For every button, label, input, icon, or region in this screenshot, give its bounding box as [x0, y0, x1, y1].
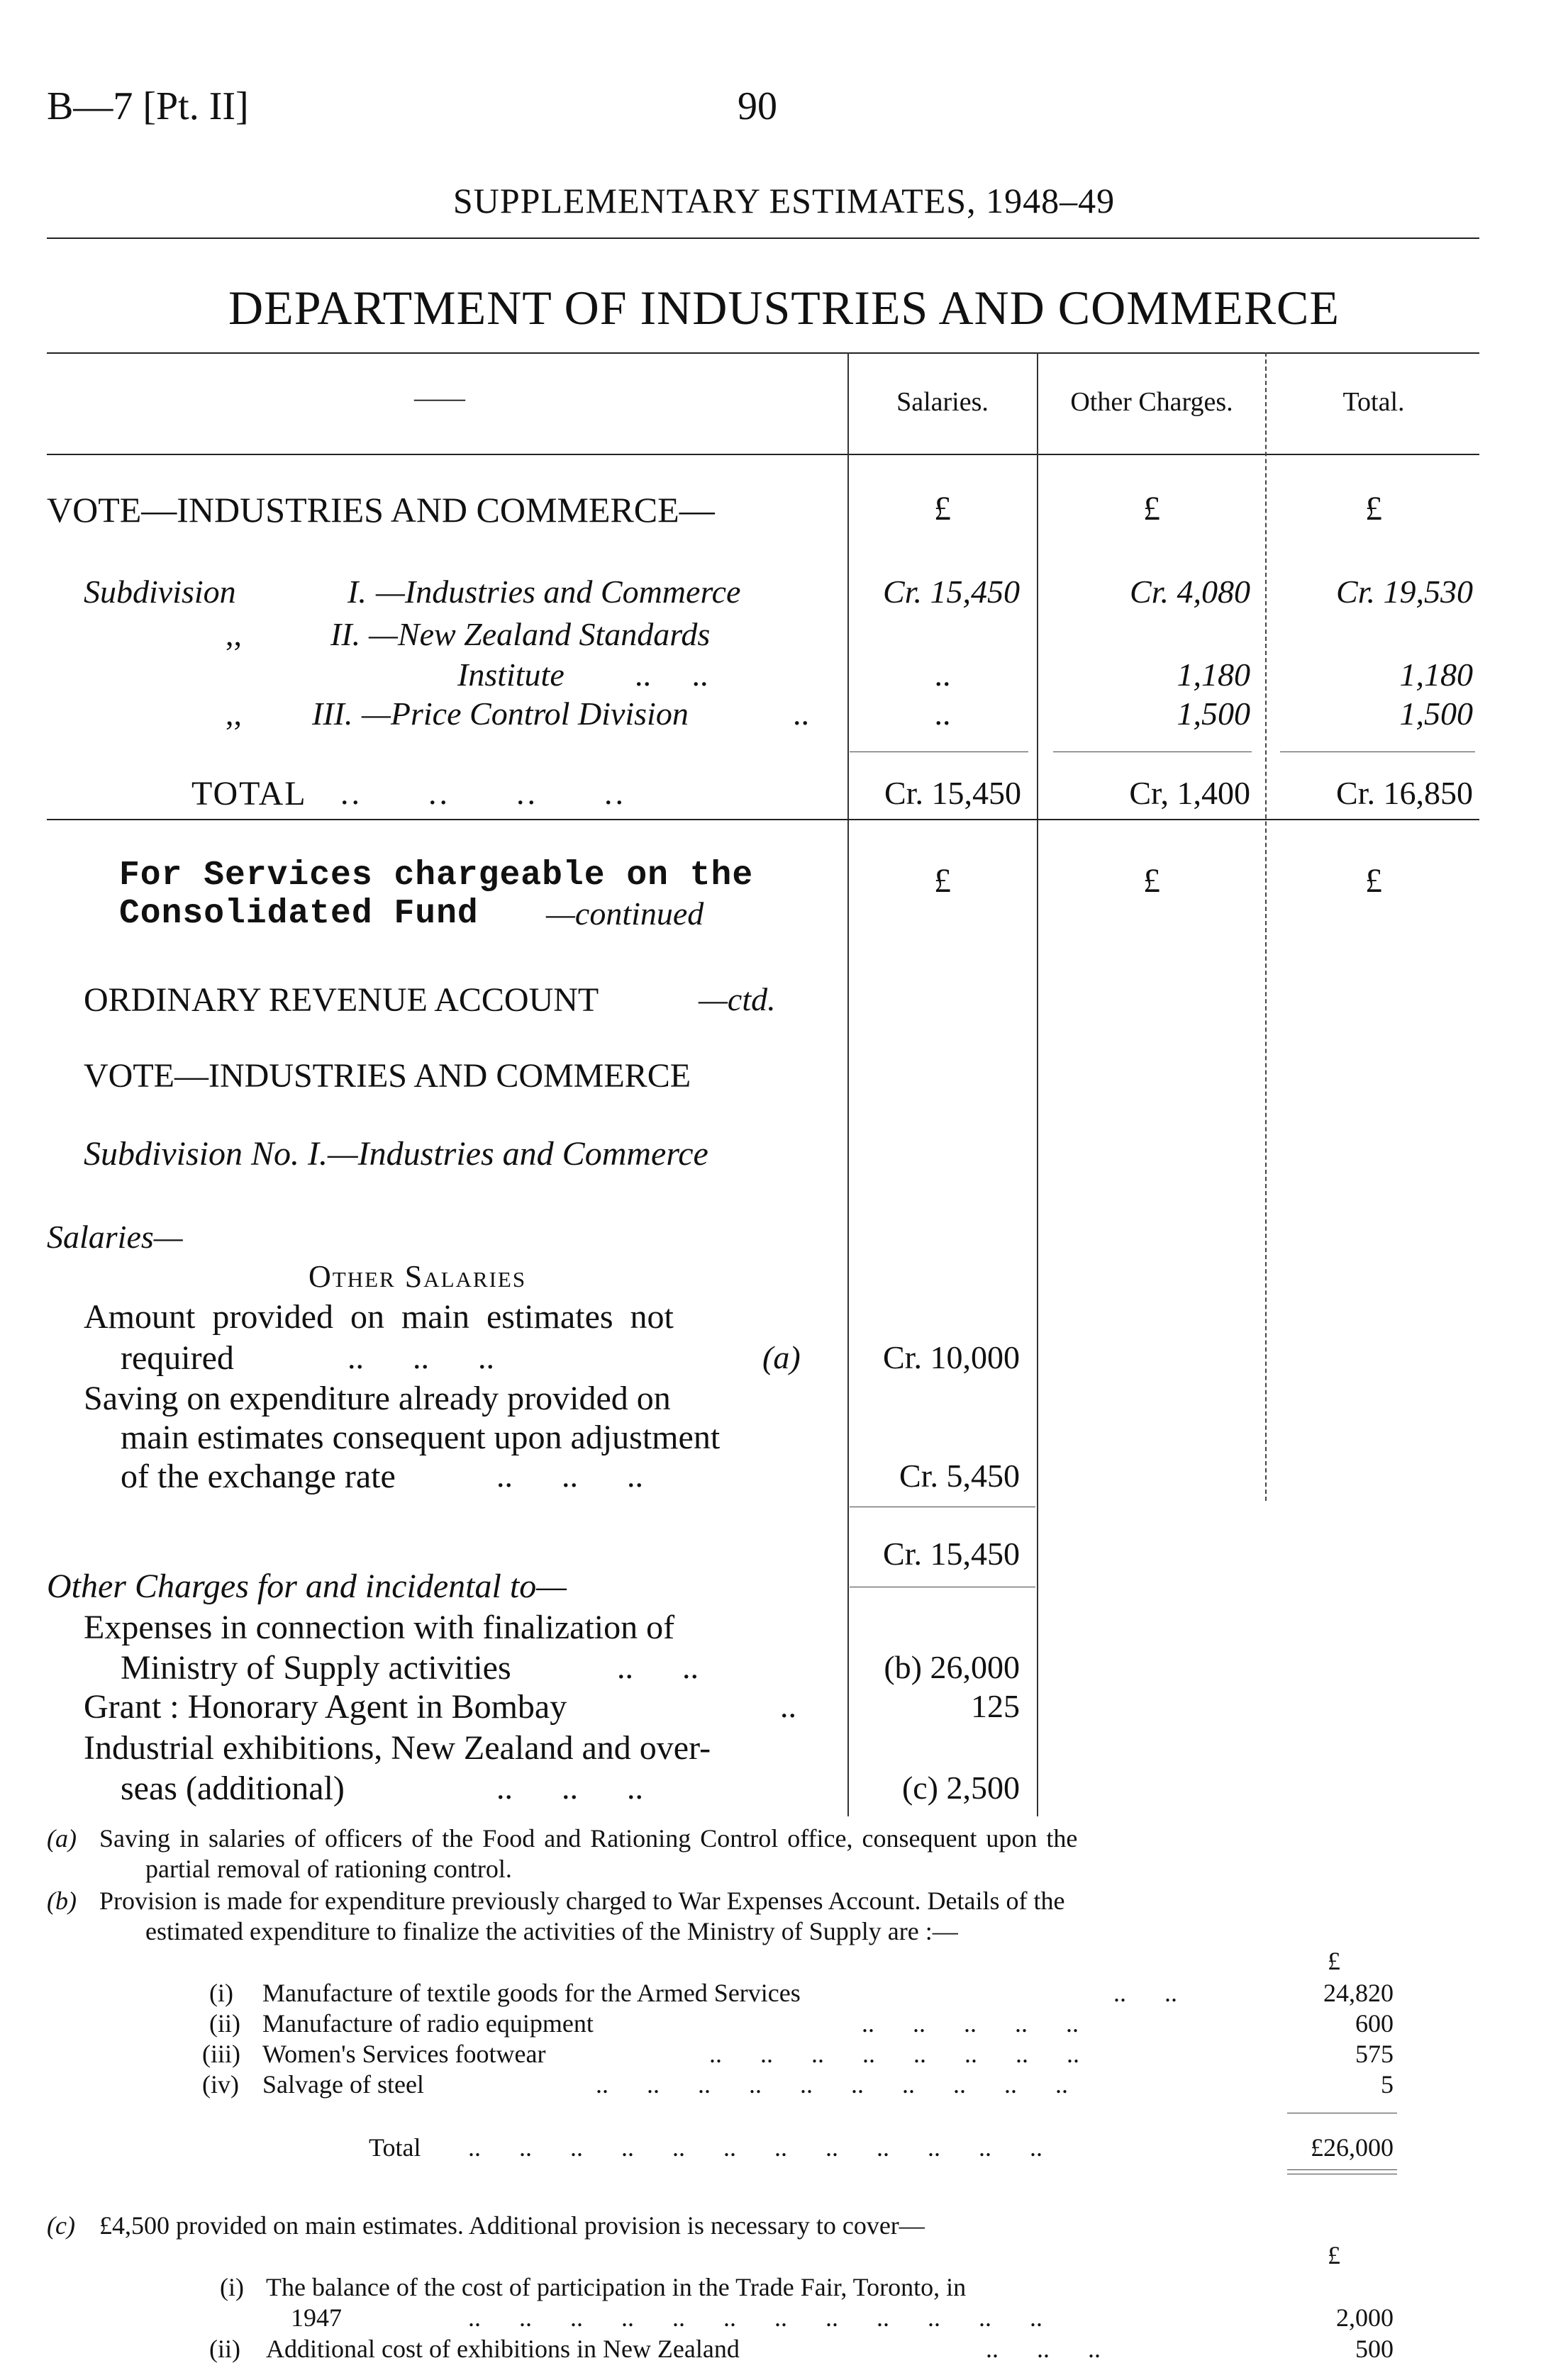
- row-other: 1,500: [1177, 695, 1250, 732]
- leader-dots: .. ..: [617, 1649, 699, 1685]
- total-column-rule: [1265, 352, 1267, 1501]
- vote-heading-2: VOTE—INDUSTRIES AND COMMERCE: [84, 1057, 691, 1095]
- leader-dots: .. .. .. .. .. .. .. .. .. .. .. ..: [468, 2133, 1042, 2162]
- column-head-total: Total.: [1342, 387, 1405, 417]
- row-roman: II.: [330, 616, 361, 652]
- detail-item-number: (i): [209, 1979, 233, 2007]
- footnote-c-currency: £: [1328, 2241, 1340, 2269]
- row-lead: Subdivision: [84, 574, 236, 610]
- other-charge-amount: (c) 2,500: [901, 1770, 1020, 1806]
- detail-item-number: (i): [220, 2273, 244, 2301]
- ordinary-revenue-ctd: —ctd.: [699, 981, 776, 1017]
- footnote-mark-a: (a): [47, 1824, 77, 1853]
- stub-head-dash: ——: [414, 384, 465, 412]
- other-salaries-heading: Other Salaries: [308, 1259, 527, 1294]
- row-label: —Price Control Division: [362, 695, 689, 732]
- footnote-ref-a: (a): [762, 1339, 801, 1375]
- row-salaries: ..: [934, 657, 951, 693]
- detail-item-amount: 500: [1355, 2335, 1394, 2363]
- total-label: TOTAL: [191, 775, 307, 812]
- leader-dots: .. .. .. .. ..: [862, 2009, 1079, 2038]
- salaries-column-rule: [847, 352, 849, 1816]
- row-label-continued: Institute: [457, 657, 565, 693]
- item-text-line: required: [121, 1339, 234, 1377]
- row-salaries: Cr. 15,450: [883, 574, 1020, 610]
- detail-total-label: Total: [369, 2133, 421, 2162]
- detail-item-label: The balance of the cost of participation in the Trade Fair, Toronto, in: [266, 2273, 967, 2301]
- footnote-c-text: £4,500 provided on main estimates. Additional provision is necessary to cover—: [99, 2211, 925, 2240]
- table-top-rule: [47, 352, 1479, 354]
- double-rule: [1287, 2169, 1397, 2170]
- leader-dots: .. .. .. ..: [340, 775, 626, 811]
- row-lead: ,,: [226, 695, 242, 732]
- detail-total-amount: £26,000: [1311, 2133, 1394, 2162]
- title-rule: [47, 238, 1479, 239]
- row-label: —Industries and Commerce: [376, 574, 741, 610]
- page-number: 90: [738, 84, 777, 128]
- detail-item-label: Additional cost of exhibitions in New Zealand: [266, 2335, 740, 2363]
- services-heading-line2: Consolidated Fund: [119, 895, 479, 933]
- ordinary-revenue-heading: ORDINARY REVENUE ACCOUNT: [84, 981, 599, 1019]
- page-reference: B—7 [Pt. II]: [47, 84, 249, 128]
- total-total: Cr. 16,850: [1336, 775, 1473, 811]
- row-other: Cr. 4,080: [1130, 574, 1250, 610]
- detail-item-amount: 24,820: [1323, 1979, 1394, 2007]
- detail-item-number: (iii): [202, 2040, 240, 2068]
- footnote-mark-c: (c): [47, 2211, 75, 2240]
- detail-item-amount: 575: [1355, 2040, 1394, 2068]
- department-heading: DEPARTMENT OF INDUSTRIES AND COMMERCE: [228, 281, 1340, 335]
- row-roman: I.: [347, 574, 367, 610]
- currency-salaries: £: [934, 490, 951, 527]
- detail-item-amount: 600: [1355, 2009, 1394, 2038]
- services-heading-continued: —continued: [546, 895, 704, 932]
- item-text-line: Ministry of Supply activities: [121, 1649, 511, 1687]
- item-text-line: main estimates consequent upon adjustment: [121, 1419, 721, 1456]
- item-text-line: Industrial exhibitions, New Zealand and over-: [84, 1729, 711, 1767]
- salary-amount: Cr. 5,450: [899, 1458, 1020, 1494]
- salary-amount: Cr. 10,000: [883, 1339, 1020, 1375]
- item-text-line: Grant : Honorary Agent in Bombay: [84, 1688, 567, 1726]
- detail-item-label: Women's Services footwear: [262, 2040, 546, 2068]
- currency-other: £: [1143, 490, 1160, 527]
- leader-dots: .. ..: [1113, 1979, 1177, 2007]
- footnote-b-line1: Provision is made for expenditure previously charged to War Expenses Account. Details of the: [99, 1887, 1065, 1915]
- row-total: Cr. 19,530: [1336, 574, 1473, 610]
- detail-item-number: (ii): [209, 2335, 240, 2363]
- currency-total: £: [1365, 490, 1382, 527]
- currency-salaries: £: [934, 862, 951, 900]
- detail-item-label: Manufacture of textile goods for the Armed Services: [262, 1979, 801, 2007]
- detail-item-number: (iv): [202, 2070, 239, 2099]
- item-text-line: Saving on expenditure already provided on: [84, 1380, 671, 1417]
- item-text-line: Expenses in connection with finalization of: [84, 1609, 675, 1646]
- total-salaries: Cr. 15,450: [884, 775, 1021, 811]
- leader-dots: .. .. .. .. .. .. .. .. .. ..: [596, 2070, 1068, 2099]
- detail-item-label: Manufacture of radio equipment: [262, 2009, 594, 2038]
- footnote-b-currency: £: [1328, 1947, 1340, 1975]
- leader-dots: ..: [780, 1688, 796, 1724]
- detail-item-number: (ii): [209, 2009, 240, 2038]
- vote-heading: VOTE—INDUSTRIES AND COMMERCE—: [47, 490, 715, 530]
- footnote-mark-b: (b): [47, 1887, 77, 1915]
- other-charge-amount: (b) 26,000: [884, 1649, 1020, 1685]
- leader-dots: ..: [793, 695, 809, 732]
- total-other: Cr, 1,400: [1129, 775, 1250, 811]
- leader-dots: .. .. ..: [496, 1458, 643, 1494]
- table-bottom-rule: [47, 819, 1479, 820]
- item-text-line: of the exchange rate: [121, 1458, 396, 1495]
- item-text-line: seas (additional): [121, 1770, 345, 1807]
- column-head-salaries: Salaries.: [896, 387, 989, 417]
- leader-dots: .. .. .. .. .. .. .. .. .. .. .. ..: [468, 2303, 1042, 2332]
- leader-dots: .. .. ..: [496, 1770, 643, 1806]
- leader-dots: .. .. .. .. .. .. .. ..: [709, 2040, 1079, 2068]
- leader-dots: .. .. ..: [986, 2335, 1101, 2363]
- footnote-a-line1: Saving in salaries of officers of the Food and Rationing Control office, consequent upon the: [99, 1824, 1078, 1853]
- other-charge-amount: 125: [971, 1688, 1020, 1724]
- row-roman: III.: [312, 695, 353, 732]
- services-heading-line1: For Services chargeable on the: [119, 856, 754, 895]
- row-label: —New Zealand Standards: [369, 616, 711, 652]
- row-total: 1,500: [1399, 695, 1473, 732]
- detail-item-amount: 5: [1381, 2070, 1394, 2099]
- item-text-line: Amount provided on main estimates not: [84, 1298, 674, 1336]
- subdivision-heading: Subdivision No. I.—Industries and Commerce: [84, 1135, 708, 1173]
- leader-dots: .. .. ..: [347, 1339, 494, 1375]
- salaries-subtotal: Cr. 15,450: [883, 1536, 1020, 1572]
- detail-item-amount: 2,000: [1336, 2303, 1394, 2332]
- other-charges-heading: Other Charges for and incidental to—: [47, 1568, 567, 1605]
- row-total: 1,180: [1399, 657, 1473, 693]
- row-other: 1,180: [1177, 657, 1250, 693]
- header-bottom-rule: [47, 454, 1479, 455]
- currency-other: £: [1143, 862, 1160, 900]
- detail-item-label-continued: 1947: [291, 2303, 342, 2332]
- footnote-b-line2: estimated expenditure to finalize the activities of the Ministry of Supply are :—: [145, 1917, 958, 1945]
- detail-item-label: Salvage of steel: [262, 2070, 424, 2099]
- row-lead: ,,: [226, 616, 242, 652]
- column-head-other-charges: Other Charges.: [1070, 387, 1233, 417]
- salaries-heading: Salaries—: [47, 1219, 183, 1255]
- row-salaries: ..: [934, 695, 951, 732]
- currency-total: £: [1365, 862, 1382, 900]
- footnote-a-line2: partial removal of rationing control.: [145, 1855, 512, 1883]
- page-title: SUPPLEMENTARY ESTIMATES, 1948–49: [452, 181, 1116, 220]
- other-charges-column-rule: [1037, 352, 1038, 1816]
- leader-dots: .. ..: [635, 657, 708, 693]
